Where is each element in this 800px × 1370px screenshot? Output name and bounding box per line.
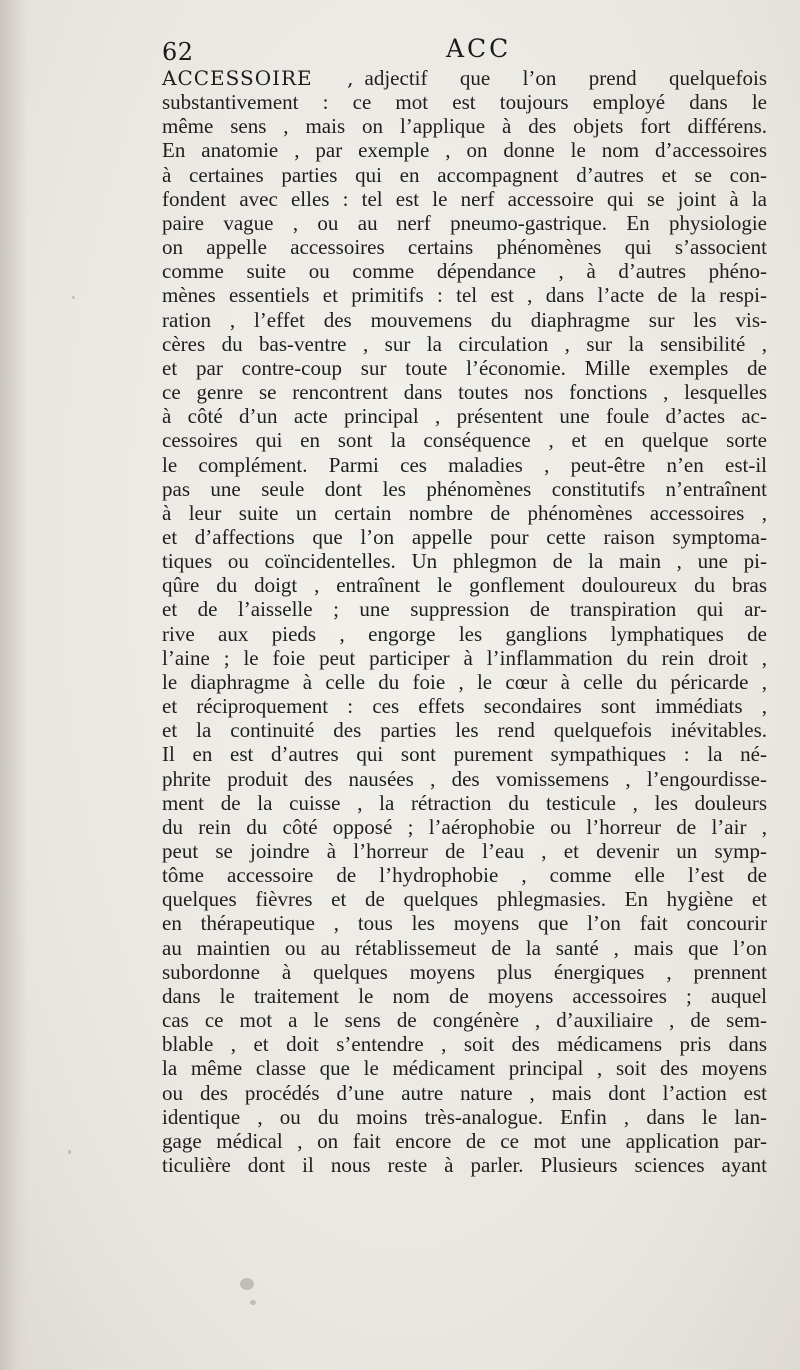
text-line: tôme accessoire de l’hydrophobie , comme elle l’est de bbox=[162, 863, 767, 888]
text-line: tiques ou coïncidentelles. Un phlegmon de la main , une pi- bbox=[162, 549, 767, 574]
text-line: rive aux pieds , engorge les ganglions lymphatiques de bbox=[162, 621, 767, 646]
paper-speck bbox=[68, 1150, 71, 1154]
text-line: le complément. Parmi ces maladies , peut-être n’en est-il bbox=[162, 452, 767, 477]
text-line: phrite produit des nausées , des vomissemens , l’engourdisse- bbox=[162, 766, 767, 791]
text-line: cessoires qui en sont la conséquence , et en quelque sorte bbox=[162, 428, 767, 453]
text-line: peut se joindre à l’horreur de l’eau , et devenir un symp- bbox=[162, 839, 767, 863]
text-line: à certaines parties qui en accompagnent d’autres et se con- bbox=[162, 162, 767, 187]
text-line: blable , et doit s’entendre , soit des médicamens pris dans bbox=[162, 1032, 767, 1057]
text-line: identique , ou du moins très-analogue. Enfin , dans le lan- bbox=[162, 1104, 767, 1129]
text-line: ment de la cuisse , la rétraction du testicule , les douleurs bbox=[162, 790, 767, 815]
text-line: paire vague , ou au nerf pneumo-gastrique. En physiologie bbox=[162, 210, 767, 235]
text-line: et par contre-coup sur toute l’économie. Mille exemples de bbox=[162, 355, 767, 380]
text-line: cères du bas-ventre , sur la circulation , sur la sensibilité , bbox=[162, 331, 767, 356]
text-line: à leur suite un certain nombre de phénomènes accessoires , bbox=[162, 500, 767, 525]
text-line: et réciproquement : ces effets secondaires sont immédiats , bbox=[162, 694, 767, 719]
paper-speck bbox=[72, 296, 75, 299]
text-line: le diaphragme à celle du foie , le cœur à celle du péricarde , bbox=[162, 669, 767, 694]
running-head: ACC bbox=[446, 34, 512, 63]
text-line: En anatomie , par exemple , on donne le nom d’accessoires bbox=[162, 138, 767, 163]
text-line: comme suite ou comme dépendance , à d’autres phéno- bbox=[162, 259, 767, 284]
text-line: cas ce mot a le sens de congénère , d’auxiliaire , de sem- bbox=[162, 1008, 767, 1033]
text-line: au maintien ou au rétablissemeut de la santé , mais que l’on bbox=[162, 935, 767, 960]
text-line: qûre du doigt , entraînent le gonflement douloureux du bras bbox=[162, 573, 767, 598]
text-line: ticulière dont il nous reste à parler. Plusieurs sciences ayant bbox=[162, 1153, 767, 1178]
page-gutter-shadow bbox=[0, 0, 28, 1370]
text-line: l’aine ; le foie peut participer à l’inflammation du rein droit , bbox=[162, 645, 767, 670]
page-header bbox=[162, 34, 782, 70]
text-line: substantivement : ce mot est toujours employé dans le bbox=[162, 90, 767, 115]
page-number: 62 bbox=[162, 38, 194, 66]
text-line: et la continuité des parties les rend quelquefois inévitables. bbox=[162, 718, 767, 743]
text-line: et de l’aisselle ; une suppression de transpiration qui ar- bbox=[162, 597, 767, 622]
text-line: la même classe que le médicament principal , soit des moyens bbox=[162, 1056, 767, 1081]
text-line: et d’affections que l’on appelle pour cette raison symptoma- bbox=[162, 524, 767, 549]
text-line: à côté d’un acte principal , présentent une foule d’actes ac- bbox=[162, 404, 767, 429]
text-line: pas une seule dont les phénomènes constitutifs n’entraînent bbox=[162, 476, 767, 501]
paper-speck bbox=[240, 1278, 254, 1290]
text-line: ration , l’effet des mouvemens du diaphragme sur les vis- bbox=[162, 307, 767, 332]
text-line: on appelle accessoires certains phénomènes qui s’associent bbox=[162, 235, 767, 260]
text-line: quelques fièvres et de quelques phlegmasies. En hygiène et bbox=[162, 887, 767, 912]
text-line bbox=[162, 66, 767, 90]
dictionary-entry-text bbox=[162, 66, 767, 1177]
text-line: subordonne à quelques moyens plus énergiques , prennent bbox=[162, 959, 767, 984]
text-line-content: adjectif que l’on prend quelquefois bbox=[364, 66, 767, 90]
text-line: dans le traitement le nom de moyens accessoires ; auquel bbox=[162, 983, 767, 1008]
text-line: ou des procédés d’une autre nature , mais dont l’action est bbox=[162, 1080, 767, 1105]
paper-speck bbox=[250, 1300, 256, 1305]
text-line: fondent avec elles : tel est le nerf accessoire qui se joint à la bbox=[162, 186, 767, 211]
text-line: gage médical , on fait encore de ce mot une application par- bbox=[162, 1128, 767, 1153]
text-line: en thérapeutique , tous les moyens que l’on fait concourir bbox=[162, 911, 767, 936]
text-line: mènes essentiels et primitifs : tel est , dans l’acte de la respi- bbox=[162, 283, 767, 308]
text-line: ce genre se rencontrent dans toutes nos fonctions , lesquelles bbox=[162, 380, 767, 405]
text-line: du rein du côté opposé ; l’aérophobie ou l’horreur de l’air , bbox=[162, 814, 767, 839]
text-line: même sens , mais on l’applique à des objets fort différens. bbox=[162, 114, 767, 139]
entry-lemma: ACCESSOIRE , bbox=[162, 66, 355, 90]
text-line: Il en est d’autres qui sont purement sympathiques : la né- bbox=[162, 742, 767, 767]
